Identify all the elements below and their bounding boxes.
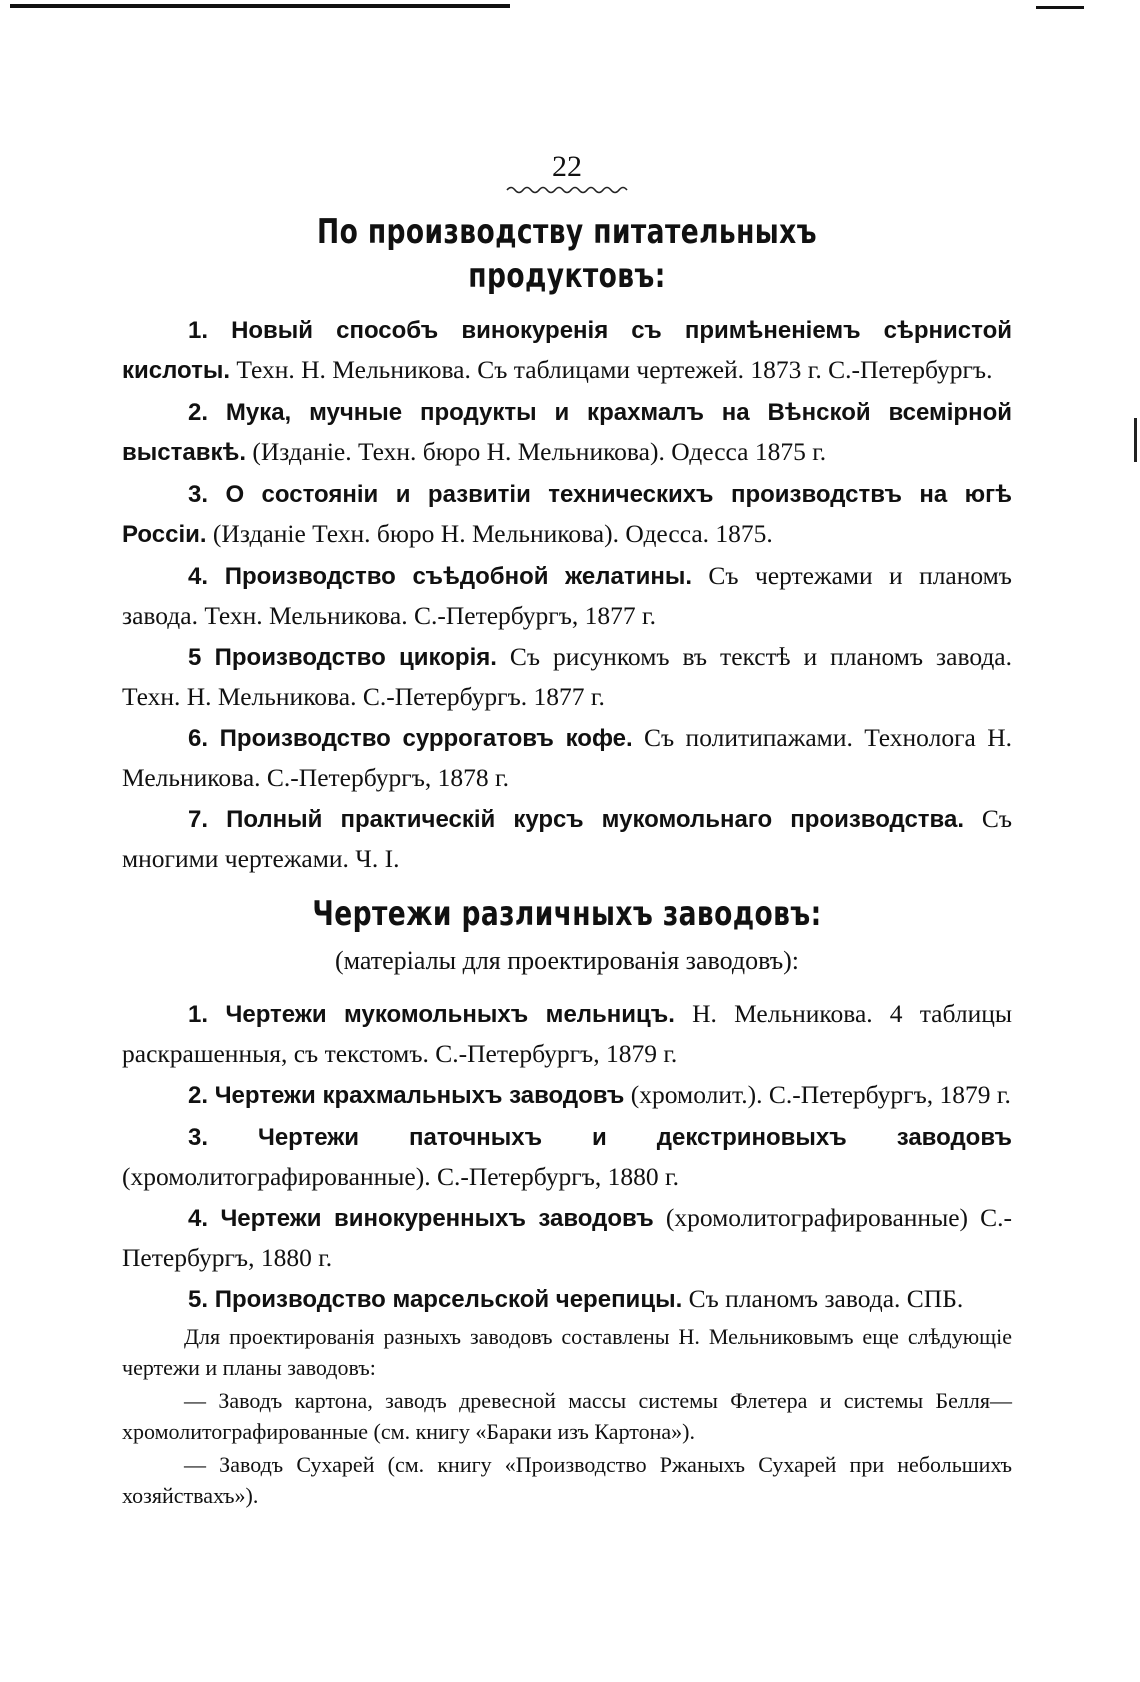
entry-details: Съ многими чертежами. Ч. I. bbox=[122, 804, 1013, 873]
footnotes bbox=[122, 1321, 1012, 1511]
list-item bbox=[122, 1075, 1012, 1115]
entry-details: Съ планомъ завода. СПБ. bbox=[688, 1284, 964, 1313]
entry-number: 3. bbox=[188, 1124, 209, 1151]
section-title: По производству питательныхъ продуктовъ: bbox=[317, 212, 817, 296]
list-item bbox=[122, 1279, 1012, 1319]
entry-title-text: Чертежи паточныхъ и декстриновыхъ заводовъ bbox=[257, 1124, 1012, 1151]
list-item bbox=[122, 310, 1012, 390]
list-item bbox=[122, 1117, 1012, 1196]
entry-title bbox=[188, 644, 497, 671]
entry-title-text: Чертежи мукомольныхъ мельницъ. bbox=[225, 1001, 675, 1028]
entry-details: Съ чертежами и планомъ завода. Техн. Мельникова. С.-Петербургъ, 1877 г. bbox=[122, 561, 1012, 630]
entry-title-text: Чертежи винокуренныхъ заводовъ bbox=[220, 1205, 654, 1232]
entry-number: 7. bbox=[188, 806, 209, 833]
margin-mark bbox=[1134, 418, 1137, 462]
entry-title-text: Производство суррогатовъ кофе. bbox=[219, 725, 633, 752]
entry-number: 1. bbox=[188, 317, 209, 344]
entry-title bbox=[188, 1205, 654, 1232]
list-item bbox=[122, 556, 1012, 635]
list-item bbox=[122, 1198, 1012, 1277]
entry-number: 6. bbox=[188, 725, 209, 752]
entry-title bbox=[188, 725, 633, 752]
entry-details: Техн. Н. Мельникова. Съ таблицами чертежей. 1873 г. С.-Петербургъ. bbox=[236, 355, 993, 384]
section-factory-drawings bbox=[122, 892, 1012, 1319]
entry-number: 2. bbox=[188, 399, 209, 426]
entry-title-text: Производство марсельской черепицы. bbox=[214, 1286, 683, 1313]
entry-title bbox=[188, 1286, 682, 1313]
entry-details: (Изданіе. Техн. бюро Н. Мельникова). Одесса 1875 г. bbox=[252, 437, 827, 466]
entry-details: (хромолит.). С.-Петербургъ, 1879 г. bbox=[630, 1080, 1011, 1109]
top-edge-rule bbox=[10, 4, 510, 8]
entry-title-text: Чертежи крахмальныхъ заводовъ bbox=[214, 1082, 625, 1109]
note-paragraph: — Заводъ картона, заводъ древесной массы системы Флетера и системы Белля—хромолитографированные (см. книгу «Бараки изъ Картона»). bbox=[122, 1388, 1012, 1444]
note-paragraph: — Заводъ Сухарей (см. книгу «Производство Ржаныхъ Сухарей при небольшихъ хозяйствахъ»). bbox=[122, 1452, 1012, 1508]
page-number: 22 bbox=[552, 150, 582, 183]
entry-details: (Изданіе Техн. бюро Н. Мельникова). Одесса. 1875. bbox=[212, 519, 773, 548]
note-paragraph: Для проектированія разныхъ заводовъ составлены Н. Мельниковымъ еще слѣдующіе чертежи и планы заводовъ: bbox=[122, 1324, 1012, 1380]
entry-title bbox=[188, 806, 964, 833]
entry-title bbox=[188, 1082, 624, 1109]
entry-number: 5. bbox=[188, 1286, 209, 1313]
list-item bbox=[122, 474, 1012, 554]
document-page bbox=[122, 150, 1012, 1511]
list-item bbox=[122, 392, 1012, 472]
entry-number: 2. bbox=[188, 1082, 209, 1109]
top-edge-rule-right bbox=[1036, 6, 1084, 9]
entry-details: (хромолитографированные) С.-Петербургъ, 1880 г. bbox=[122, 1203, 1013, 1272]
entry-title-text: Мука, мучные продукты и крахмалъ на Вѣнской всемірной выставкѣ. bbox=[122, 399, 1012, 466]
entry-title-text: Полный практическій курсъ мукомольнаго производства. bbox=[226, 806, 965, 833]
entry-title-text: Новый способъ винокуренія съ примѣненіемъ сѣрнистой кислоты. bbox=[122, 317, 1012, 384]
entry-title bbox=[188, 1001, 675, 1028]
list-item bbox=[122, 718, 1012, 797]
entry-title-text: О состояніи и развитіи техническихъ производствъ на югѣ Россіи. bbox=[122, 481, 1012, 548]
entry-number: 5 bbox=[188, 644, 202, 671]
entry-details: (хромолитографированные). С.-Петербургъ, 1880 г. bbox=[122, 1162, 679, 1191]
entry-details: Н. Мельникова. 4 таблицы раскрашенныя, съ текстомъ. С.-Петербургъ, 1879 г. bbox=[122, 999, 1012, 1068]
list-item bbox=[122, 994, 1012, 1073]
section-title: Чертежи различныхъ заводовъ: bbox=[312, 894, 822, 934]
entry-title-text: Производство цикорія. bbox=[214, 644, 497, 671]
entry-details: Съ рисункомъ въ текстѣ и планомъ завода. Техн. Н. Мельникова. С.-Петербургъ. 1877 г. bbox=[122, 642, 1012, 711]
entry-number: 1. bbox=[188, 1001, 209, 1028]
entry-title bbox=[188, 563, 692, 590]
list-item bbox=[122, 637, 1012, 716]
section-subtitle: (матеріалы для проектированія заводовъ): bbox=[334, 946, 800, 975]
entry-number: 3. bbox=[188, 481, 209, 508]
entry-details: Съ политипажами. Технолога Н. Мельникова. С.-Петербургъ, 1878 г. bbox=[122, 723, 1012, 792]
section-food-products bbox=[122, 210, 1012, 878]
list-item bbox=[122, 799, 1012, 878]
wavy-rule-ornament bbox=[505, 184, 629, 196]
entry-number: 4. bbox=[188, 563, 209, 590]
entry-title-text: Производство съѣдобной желатины. bbox=[224, 563, 692, 590]
entry-number: 4. bbox=[188, 1205, 209, 1232]
entry-title bbox=[188, 1124, 1012, 1151]
